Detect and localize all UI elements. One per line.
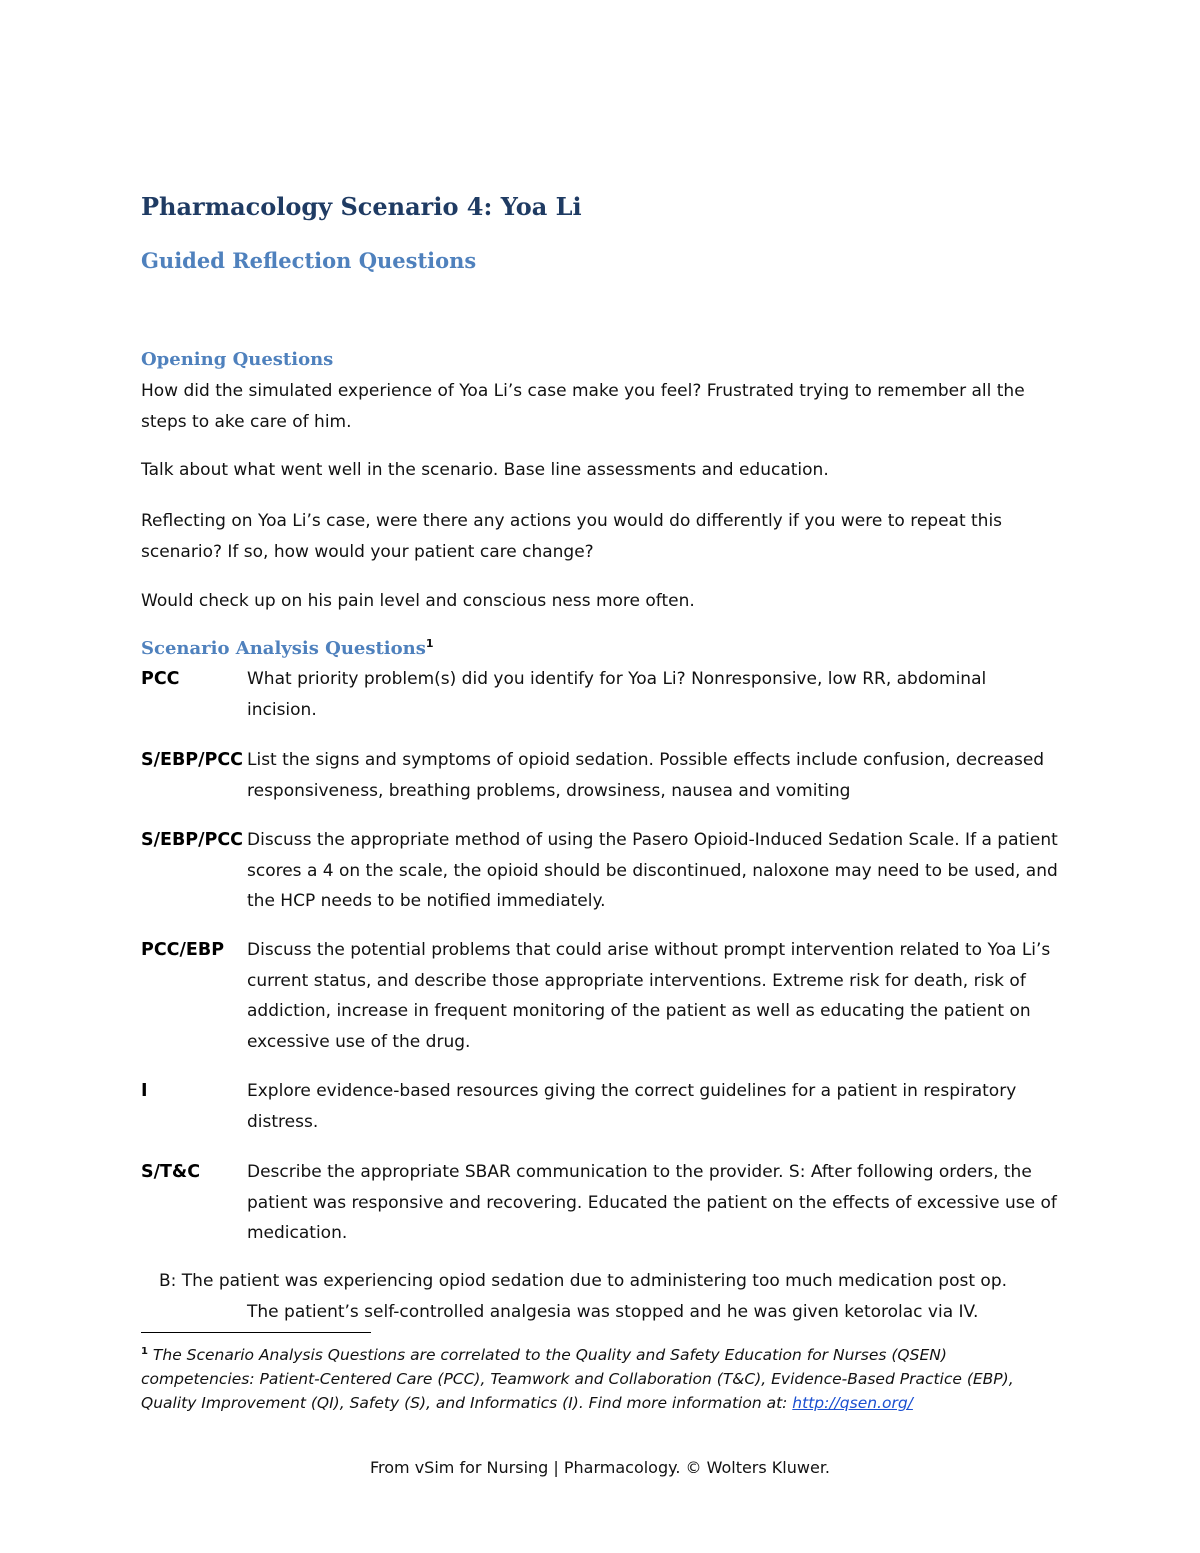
analysis-item [141,825,1061,917]
analysis-item-text: Describe the appropriate SBAR communication to the provider. S: After following orders, the patient was responsive and recovering. Educated the patient on the effects of excessive use of medication. [247,1162,1057,1243]
qsen-link[interactable]: http://qsen.org/ [792,1394,913,1413]
competency-code: I [141,1081,148,1101]
footnote [141,1340,1061,1415]
footnote-divider [141,1332,371,1333]
analysis-item [141,1076,1061,1137]
scenario-analysis-heading-text: Scenario Analysis Questions [141,638,426,659]
opening-questions-heading: Opening Questions [141,349,334,370]
analysis-item-text: Discuss the potential problems that could arise without prompt intervention related to Yoa Li’s current status, and describe those appropriate interventions. Extreme risk for death, risk of addiction, increase in frequent monitoring of the patient as well as educating the patient on excessive use of the drug. [247,940,1051,1052]
sbar-background-line-2: The patient’s self-controlled analgesia was stopped and he was given ketorolac via IV. [247,1301,979,1322]
opening-question-1: How did the simulated experience of Yoa Li’s case make you feel? Frustrated trying to remember all the steps to ake care of him. [141,381,1025,432]
analysis-item [141,664,1061,725]
analysis-item-text: List the signs and symptoms of opioid sedation. Possible effects include confusion, decreased responsiveness, breathing problems, drowsiness, nausea and vomiting [247,750,1045,801]
sbar-background [141,1266,1061,1327]
competency-code: S/EBP/PCC [141,750,244,770]
competency-code: S/EBP/PCC [141,830,244,850]
analysis-item-text: Discuss the appropriate method of using the Pasero Opioid-Induced Sedation Scale. If a patient scores a 4 on the scale, the opioid should be discontinued, naloxone may need to be used, and the HCP needs to be notified immediately. [247,830,1058,911]
competency-code: S/T&C [141,1162,201,1182]
footnote-text: The Scenario Analysis Questions are correlated to the Quality and Safety Education for Nurses (QSEN) competencies: Patient-Centered Care (PCC), Teamwork and Collaboration (T&C), Evidence-Based Practice (EBP), Quality Improvement (QI), Safety (S), and Informatics (I). Find more information at: [141,1346,1014,1413]
competency-code: PCC/EBP [141,940,225,960]
analysis-item [141,1157,1061,1249]
analysis-item [141,935,1061,1057]
footnote-reference: 1 [425,637,434,650]
opening-question-2: Talk about what went well in the scenario. Base line assessments and education. [141,460,829,480]
document-title: Pharmacology Scenario 4: Yoa Li [141,192,582,221]
scenario-analysis-heading [141,637,434,659]
competency-code: PCC [141,669,180,689]
sbar-background-line-1: B: The patient was experiencing opiod sedation due to administering too much medication post op. [159,1271,1008,1291]
document-subtitle: Guided Reflection Questions [141,248,477,273]
footnote-marker: 1 [141,1346,148,1357]
opening-answer-3: Would check up on his pain level and conscious ness more often. [141,591,695,611]
page-footer: From vSim for Nursing | Pharmacology. © Wolters Kluwer. [369,1458,831,1477]
analysis-item-text: Explore evidence-based resources giving the correct guidelines for a patient in respiratory distress. [247,1081,1017,1132]
analysis-item-text: What priority problem(s) did you identify for Yoa Li? Nonresponsive, low RR, abdominal incision. [247,669,987,720]
analysis-item [141,745,1061,806]
opening-question-3: Reflecting on Yoa Li’s case, were there any actions you would do differently if you were to repeat this scenario? If so, how would your patient care change? [141,511,1003,562]
